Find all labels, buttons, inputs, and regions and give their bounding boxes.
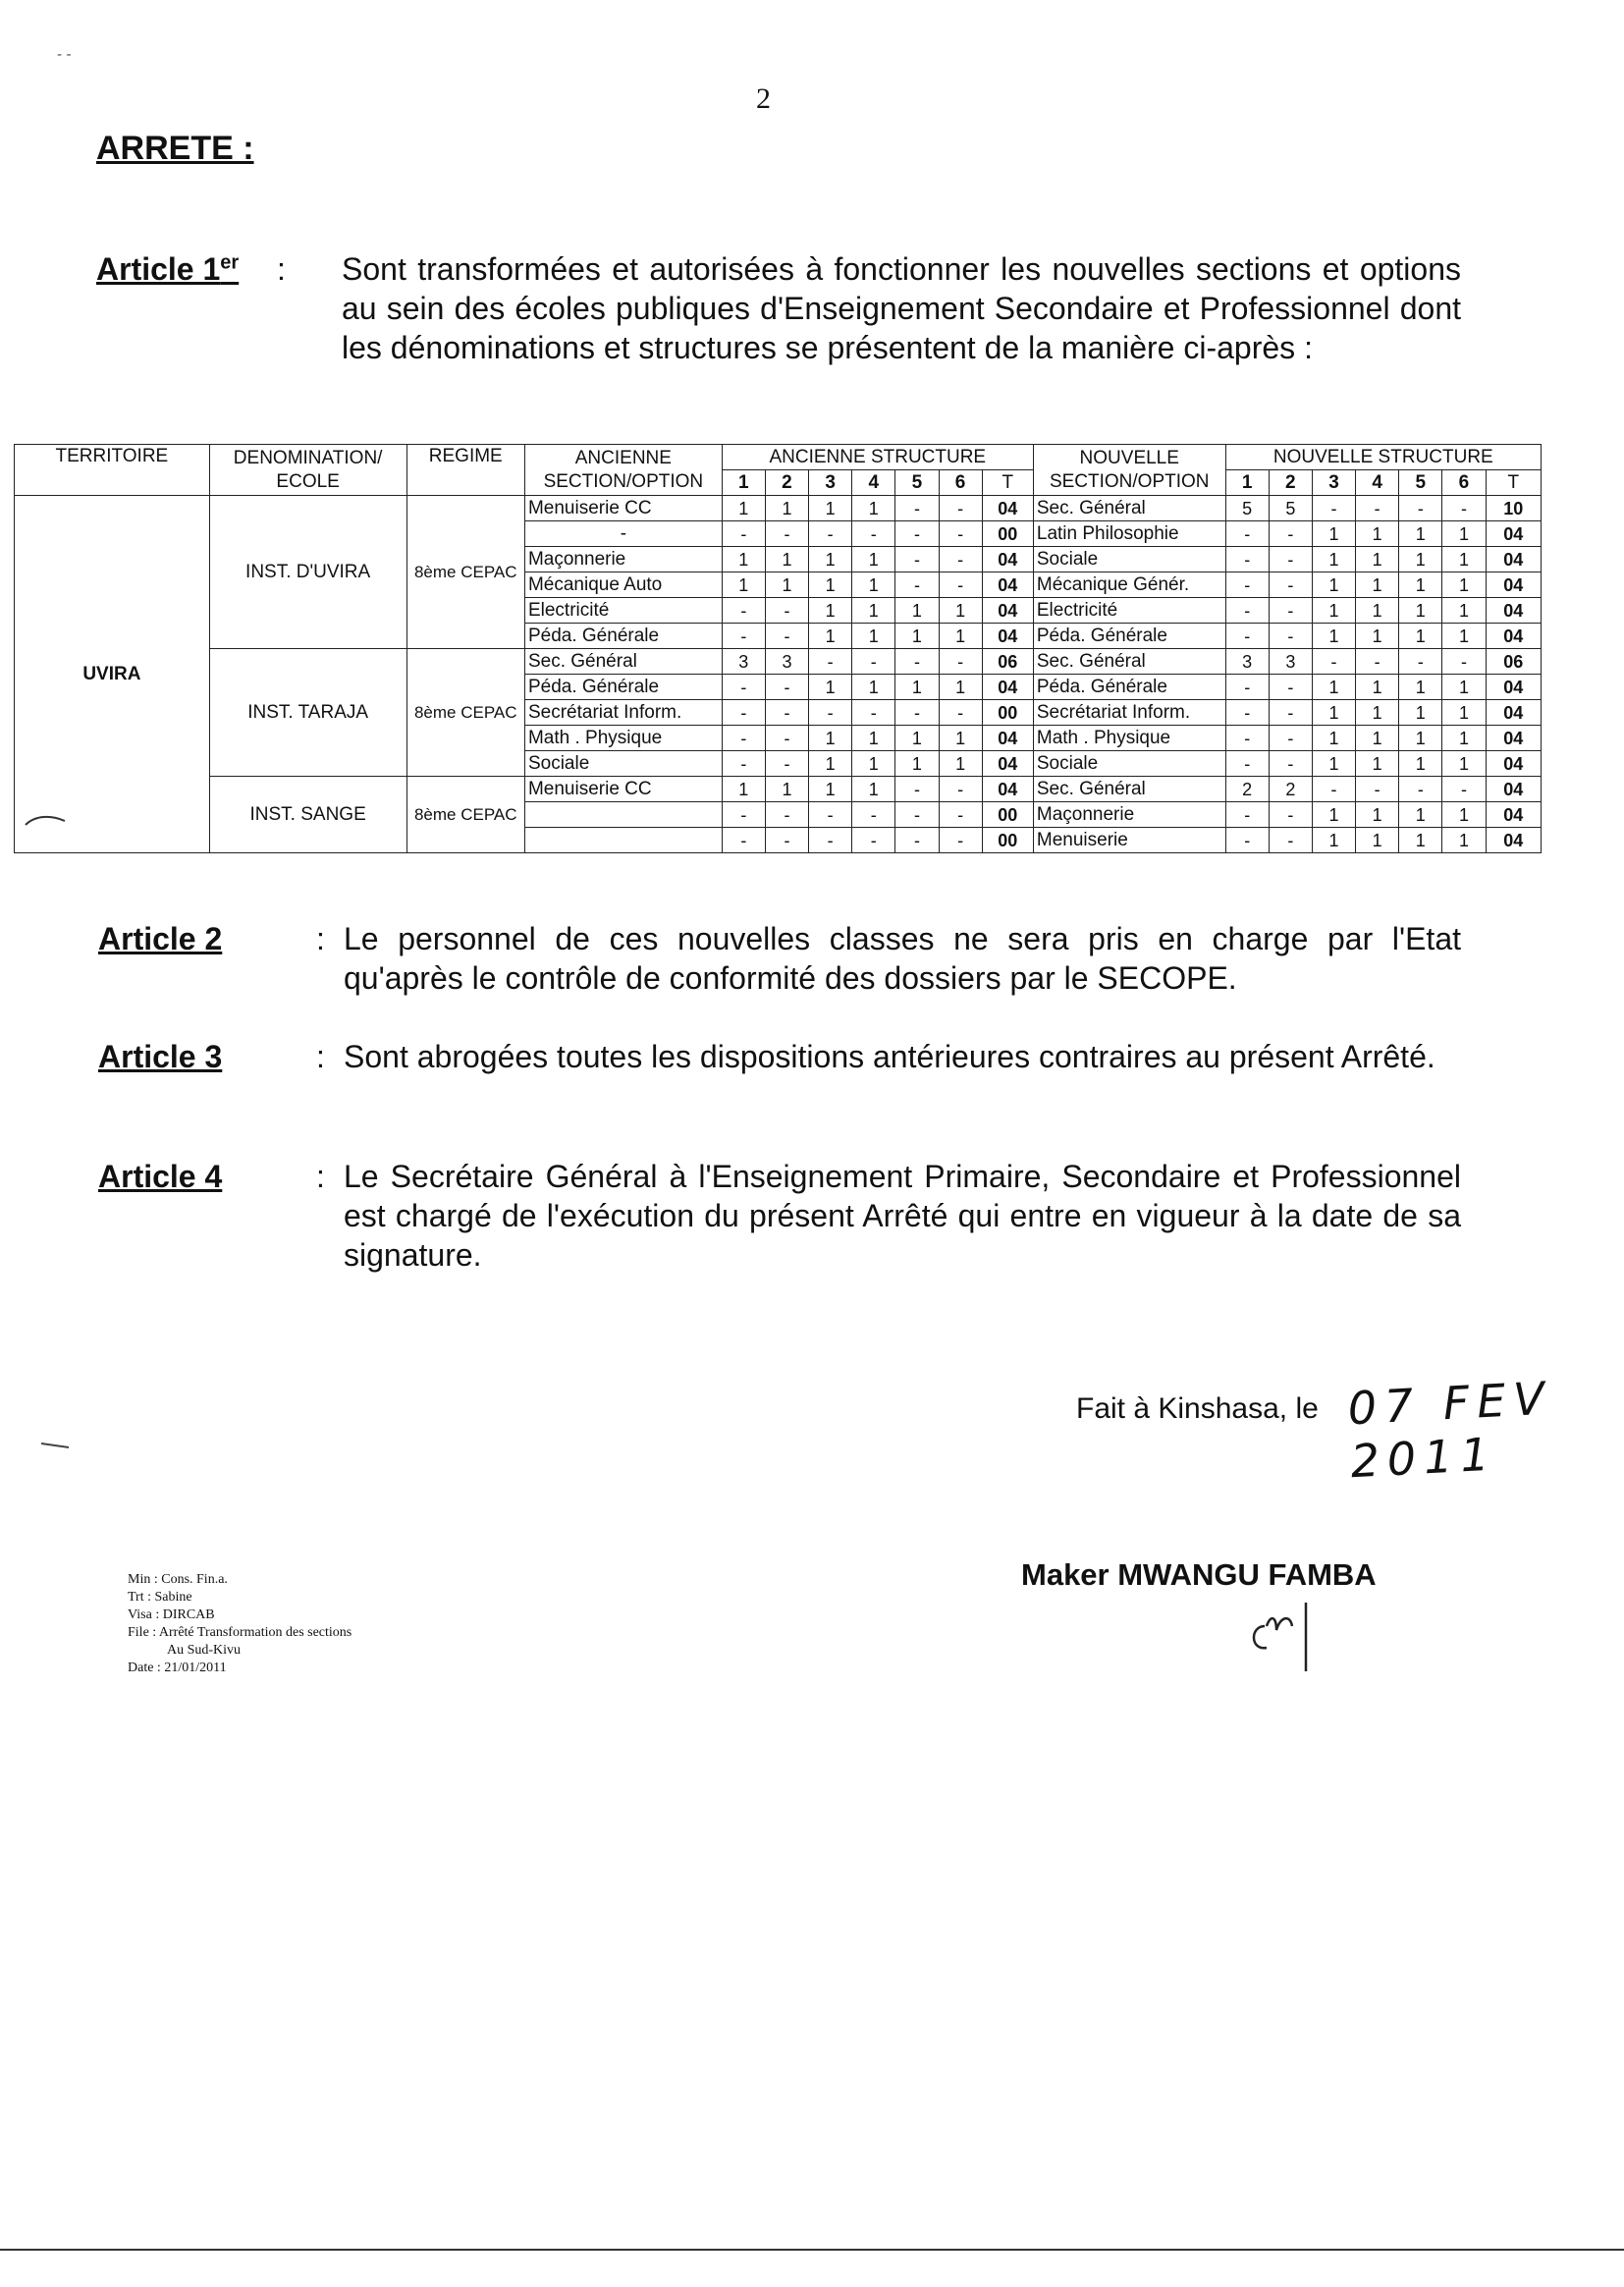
new-total-cell: 04 [1486, 572, 1541, 598]
old-structure-cell: - [765, 802, 808, 828]
old-structure-cell: 1 [809, 496, 852, 521]
school-name-cell: INST. SANGE [209, 777, 406, 853]
article-4-text: Le Secrétaire Général à l'Enseignement Primaire, Secondaire et Professionnel est chargé de l'exécution du présent Arrêté qui entre en vigueur à la date de sa signature. [344, 1159, 1461, 1273]
new-structure-col-header: 4 [1356, 470, 1399, 496]
new-structure-cell: - [1225, 700, 1269, 726]
ref-file: File : Arrêté Transformation des sections [128, 1625, 352, 1640]
old-structure-cell: 1 [852, 624, 895, 649]
old-structure-cell: - [765, 700, 808, 726]
place-date: Fait à Kinshasa, le [1076, 1392, 1319, 1425]
new-structure-cell: 1 [1442, 675, 1486, 700]
old-structure-cell: 1 [852, 547, 895, 572]
new-structure-cell: 1 [1312, 675, 1355, 700]
old-structure-cell: - [722, 598, 765, 624]
new-structure-cell: - [1225, 624, 1269, 649]
new-structure-cell: 1 [1312, 828, 1355, 853]
header-new-section: NOUVELLE SECTION/OPTION [1033, 445, 1225, 496]
new-structure-cell: 1 [1312, 751, 1355, 777]
old-structure-cell: 1 [939, 751, 982, 777]
old-structure-col-header: 4 [852, 470, 895, 496]
new-section-cell: Sociale [1033, 751, 1225, 777]
new-total-cell: 04 [1486, 751, 1541, 777]
old-structure-cell: - [809, 649, 852, 675]
old-structure-cell: - [895, 700, 939, 726]
old-structure-cell: - [939, 777, 982, 802]
decree-heading: ARRETE : [96, 130, 254, 167]
old-structure-cell: 1 [722, 777, 765, 802]
old-total-cell: 04 [982, 624, 1033, 649]
old-total-cell: 04 [982, 496, 1033, 521]
old-structure-cell: - [939, 496, 982, 521]
new-structure-cell: 1 [1442, 521, 1486, 547]
old-structure-cell: - [722, 726, 765, 751]
old-section-cell [524, 802, 722, 828]
new-total-cell: 04 [1486, 624, 1541, 649]
old-structure-cell: - [765, 828, 808, 853]
new-section-cell: Menuiserie [1033, 828, 1225, 853]
new-structure-cell: 1 [1312, 572, 1355, 598]
new-structure-cell: 1 [1312, 521, 1355, 547]
new-structure-cell: - [1269, 675, 1312, 700]
old-structure-cell: 1 [765, 572, 808, 598]
regime-cell: 8ème CEPAC [406, 496, 524, 649]
old-structure-col-header: 6 [939, 470, 982, 496]
old-structure-cell: - [895, 828, 939, 853]
page-number: 2 [756, 82, 771, 115]
ref-date: Date : 21/01/2011 [128, 1661, 227, 1675]
old-structure-cell: 1 [765, 777, 808, 802]
new-section-cell: Maçonnerie [1033, 802, 1225, 828]
old-section-cell: Mécanique Auto [524, 572, 722, 598]
header-old-structure: ANCIENNE STRUCTURE [722, 445, 1033, 470]
new-structure-cell: 1 [1442, 624, 1486, 649]
new-section-cell: Math . Physique [1033, 726, 1225, 751]
old-structure-cell: 1 [895, 675, 939, 700]
table-row [15, 777, 1542, 802]
header-regime: REGIME [406, 445, 524, 496]
new-structure-cell: 1 [1356, 828, 1399, 853]
old-total-cell: 06 [982, 649, 1033, 675]
old-structure-cell: - [895, 572, 939, 598]
new-structure-cell: 1 [1356, 624, 1399, 649]
new-structure-col-header: 6 [1442, 470, 1486, 496]
old-structure-cell: - [895, 777, 939, 802]
old-structure-col-header: 1 [722, 470, 765, 496]
old-structure-cell: 1 [852, 496, 895, 521]
new-structure-cell: - [1269, 802, 1312, 828]
new-structure-cell: - [1312, 496, 1355, 521]
new-total-cell: 04 [1486, 598, 1541, 624]
old-structure-col-header: T [982, 470, 1033, 496]
old-total-cell: 04 [982, 777, 1033, 802]
new-structure-cell: 2 [1269, 777, 1312, 802]
old-structure-cell: 1 [939, 726, 982, 751]
new-structure-col-header: 3 [1312, 470, 1355, 496]
old-section-cell: - [524, 521, 722, 547]
new-structure-cell: - [1399, 777, 1442, 802]
old-structure-cell: 1 [722, 496, 765, 521]
new-structure-cell: - [1225, 828, 1269, 853]
article-3-label: Article 3 [98, 1039, 223, 1074]
new-structure-cell: - [1225, 572, 1269, 598]
old-structure-cell: - [722, 751, 765, 777]
old-structure-cell: 1 [939, 598, 982, 624]
new-structure-cell: 1 [1399, 521, 1442, 547]
old-structure-cell: - [852, 802, 895, 828]
ref-trt: Trt : Sabine [128, 1590, 192, 1605]
article-4-colon: : [316, 1159, 325, 1194]
new-structure-cell: 1 [1442, 751, 1486, 777]
old-structure-cell: 3 [722, 649, 765, 675]
old-structure-cell: 1 [852, 598, 895, 624]
new-structure-cell: 1 [1442, 726, 1486, 751]
old-total-cell: 00 [982, 521, 1033, 547]
old-section-cell [524, 828, 722, 853]
new-structure-cell: 1 [1399, 598, 1442, 624]
new-structure-cell: - [1225, 598, 1269, 624]
new-structure-cell: 3 [1269, 649, 1312, 675]
old-structure-cell: 1 [895, 751, 939, 777]
old-structure-cell: 1 [895, 598, 939, 624]
old-structure-cell: - [939, 547, 982, 572]
new-structure-cell: 1 [1442, 828, 1486, 853]
new-structure-cell: - [1442, 777, 1486, 802]
new-section-cell: Secrétariat Inform. [1033, 700, 1225, 726]
old-structure-cell: - [939, 649, 982, 675]
new-structure-cell: - [1356, 649, 1399, 675]
new-total-cell: 04 [1486, 777, 1541, 802]
new-total-cell: 06 [1486, 649, 1541, 675]
article-1-label [96, 251, 239, 288]
old-structure-cell: 1 [809, 751, 852, 777]
school-name-cell: INST. D'UVIRA [209, 496, 406, 649]
old-structure-cell: - [765, 726, 808, 751]
old-structure-cell: - [809, 521, 852, 547]
new-structure-cell: - [1225, 547, 1269, 572]
new-section-cell: Sec. Général [1033, 777, 1225, 802]
new-structure-cell: - [1225, 802, 1269, 828]
old-total-cell: 04 [982, 675, 1033, 700]
new-structure-cell: 1 [1442, 598, 1486, 624]
old-total-cell: 00 [982, 700, 1033, 726]
old-section-cell: Sociale [524, 751, 722, 777]
new-section-cell: Sec. Général [1033, 496, 1225, 521]
old-structure-cell: 1 [852, 572, 895, 598]
regime-cell: 8ème CEPAC [406, 649, 524, 777]
old-section-cell: Math . Physique [524, 726, 722, 751]
old-structure-cell: 1 [939, 675, 982, 700]
new-section-cell: Péda. Générale [1033, 624, 1225, 649]
old-structure-cell: - [939, 828, 982, 853]
old-structure-col-header: 3 [809, 470, 852, 496]
new-structure-cell: 1 [1399, 700, 1442, 726]
new-structure-cell: - [1225, 675, 1269, 700]
article-2-colon: : [316, 921, 325, 956]
new-structure-cell: 5 [1225, 496, 1269, 521]
new-total-cell: 04 [1486, 675, 1541, 700]
new-structure-cell: 2 [1225, 777, 1269, 802]
old-structure-cell: - [722, 802, 765, 828]
new-structure-cell: 1 [1356, 726, 1399, 751]
new-structure-cell: 1 [1356, 675, 1399, 700]
new-structure-cell: 1 [1356, 751, 1399, 777]
old-structure-cell: - [809, 700, 852, 726]
old-total-cell: 00 [982, 828, 1033, 853]
old-structure-cell: 1 [809, 675, 852, 700]
old-structure-cell: 1 [809, 598, 852, 624]
new-structure-cell: - [1312, 649, 1355, 675]
new-structure-cell: 1 [1442, 572, 1486, 598]
old-structure-cell: - [939, 521, 982, 547]
new-structure-cell: 1 [1312, 726, 1355, 751]
new-structure-cell: 1 [1356, 802, 1399, 828]
new-structure-cell: - [1442, 649, 1486, 675]
new-structure-cell: - [1356, 496, 1399, 521]
old-structure-col-header: 2 [765, 470, 808, 496]
new-structure-cell: - [1269, 751, 1312, 777]
article-2-label: Article 2 [98, 921, 223, 956]
new-structure-cell: 1 [1356, 547, 1399, 572]
new-structure-cell: - [1442, 496, 1486, 521]
new-structure-cell: 1 [1399, 751, 1442, 777]
new-structure-cell: - [1312, 777, 1355, 802]
old-total-cell: 00 [982, 802, 1033, 828]
new-structure-cell: 1 [1312, 547, 1355, 572]
ref-min: Min : Cons. Fin.a. [128, 1572, 228, 1587]
article-3-text: Sont abrogées toutes les dispositions antérieures contraires au présent Arrêté. [344, 1039, 1435, 1074]
new-total-cell: 04 [1486, 700, 1541, 726]
new-structure-cell: 1 [1312, 802, 1355, 828]
old-section-cell: Menuiserie CC [524, 496, 722, 521]
ref-file-cont: Au Sud-Kivu [167, 1643, 242, 1658]
new-structure-cell: 1 [1399, 624, 1442, 649]
new-structure-cell: 1 [1399, 572, 1442, 598]
new-structure-cell: - [1269, 700, 1312, 726]
old-total-cell: 04 [982, 572, 1033, 598]
old-structure-cell: - [939, 802, 982, 828]
old-structure-cell: - [852, 700, 895, 726]
old-structure-cell: 1 [809, 777, 852, 802]
new-structure-cell: 1 [1442, 700, 1486, 726]
old-total-cell: 04 [982, 547, 1033, 572]
old-structure-cell: 1 [809, 624, 852, 649]
old-structure-cell: - [939, 700, 982, 726]
old-structure-cell: 3 [765, 649, 808, 675]
old-structure-col-header: 5 [895, 470, 939, 496]
handwritten-signature-icon [1245, 1597, 1333, 1675]
new-total-cell: 04 [1486, 828, 1541, 853]
header-old-section: ANCIENNE SECTION/OPTION [524, 445, 722, 496]
old-section-cell: Electricité [524, 598, 722, 624]
article-4-label: Article 4 [98, 1159, 223, 1194]
new-total-cell: 04 [1486, 547, 1541, 572]
new-structure-cell: 1 [1399, 828, 1442, 853]
article-1-colon: : [277, 251, 286, 287]
territoire-cell: UVIRA [15, 496, 210, 853]
margin-tick-icon [39, 1436, 79, 1455]
footer-rule [0, 2249, 1624, 2251]
new-total-cell: 04 [1486, 802, 1541, 828]
new-structure-cell: - [1269, 598, 1312, 624]
table-row [15, 496, 1542, 521]
new-structure-cell: 1 [1442, 547, 1486, 572]
old-structure-cell: 1 [895, 726, 939, 751]
old-structure-cell: 1 [722, 572, 765, 598]
old-structure-cell: 1 [765, 496, 808, 521]
article-1-text: Sont transformées et autorisées à fonctionner les nouvelles sections et options au sein des écoles publiques d'Enseignement Secondaire et Professionnel dont les dénominations et structures se présentent de la manière ci-après : [342, 251, 1461, 365]
old-structure-cell: - [852, 521, 895, 547]
new-structure-col-header: T [1486, 470, 1541, 496]
old-structure-cell: - [895, 496, 939, 521]
reference-block [128, 1571, 352, 1677]
school-name-cell: INST. TARAJA [209, 649, 406, 777]
old-section-cell: Péda. Générale [524, 675, 722, 700]
new-structure-cell: - [1356, 777, 1399, 802]
new-structure-cell: 1 [1356, 572, 1399, 598]
old-structure-cell: - [809, 828, 852, 853]
new-structure-col-header: 5 [1399, 470, 1442, 496]
old-structure-cell: 1 [809, 572, 852, 598]
new-structure-cell: 1 [1312, 598, 1355, 624]
old-structure-cell: 1 [722, 547, 765, 572]
old-structure-cell: - [722, 675, 765, 700]
new-section-cell: Mécanique Génér. [1033, 572, 1225, 598]
old-structure-cell: - [765, 624, 808, 649]
new-structure-cell: 1 [1399, 675, 1442, 700]
old-structure-cell: 1 [809, 547, 852, 572]
old-structure-cell: - [765, 675, 808, 700]
new-structure-cell: 1 [1399, 726, 1442, 751]
old-structure-cell: 1 [852, 726, 895, 751]
article-1-label-text: Article 1 [96, 251, 221, 287]
old-structure-cell: - [722, 624, 765, 649]
old-structure-cell: 1 [852, 751, 895, 777]
corner-mark: - - [57, 47, 72, 63]
new-structure-cell: 1 [1399, 547, 1442, 572]
old-structure-cell: - [765, 521, 808, 547]
new-structure-cell: 5 [1269, 496, 1312, 521]
old-section-cell: Secrétariat Inform. [524, 700, 722, 726]
new-total-cell: 04 [1486, 521, 1541, 547]
old-section-cell: Péda. Générale [524, 624, 722, 649]
old-structure-cell: - [895, 521, 939, 547]
new-structure-cell: - [1269, 547, 1312, 572]
new-structure-cell: - [1225, 521, 1269, 547]
new-total-cell: 04 [1486, 726, 1541, 751]
old-structure-cell: 1 [852, 777, 895, 802]
header-new-structure: NOUVELLE STRUCTURE [1225, 445, 1541, 470]
old-structure-cell: - [722, 828, 765, 853]
margin-tick-icon [22, 811, 71, 831]
new-structure-cell: - [1269, 726, 1312, 751]
ref-visa: Visa : DIRCAB [128, 1607, 215, 1622]
old-total-cell: 04 [982, 598, 1033, 624]
old-structure-cell: 1 [765, 547, 808, 572]
old-structure-cell: - [895, 802, 939, 828]
signatory-name: Maker MWANGU FAMBA [1021, 1557, 1377, 1592]
new-structure-cell: 1 [1356, 521, 1399, 547]
article-2-text: Le personnel de ces nouvelles classes ne sera pris en charge par l'Etat qu'après le contrôle de conformité des dossiers par le SECOPE. [344, 921, 1461, 996]
old-section-cell: Maçonnerie [524, 547, 722, 572]
table-row [15, 649, 1542, 675]
article-3-colon: : [316, 1039, 325, 1074]
new-structure-cell: 1 [1312, 700, 1355, 726]
new-structure-cell: 1 [1442, 802, 1486, 828]
new-structure-cell: 1 [1356, 598, 1399, 624]
old-structure-cell: - [765, 751, 808, 777]
new-structure-cell: - [1399, 649, 1442, 675]
new-section-cell: Péda. Générale [1033, 675, 1225, 700]
old-structure-cell: 1 [895, 624, 939, 649]
old-structure-cell: - [809, 802, 852, 828]
regime-cell: 8ème CEPAC [406, 777, 524, 853]
old-section-cell: Menuiserie CC [524, 777, 722, 802]
new-structure-cell: - [1225, 726, 1269, 751]
old-total-cell: 04 [982, 751, 1033, 777]
new-total-cell: 10 [1486, 496, 1541, 521]
old-structure-cell: 1 [809, 726, 852, 751]
new-structure-cell: - [1225, 751, 1269, 777]
new-structure-cell: 1 [1399, 802, 1442, 828]
old-structure-cell: - [722, 700, 765, 726]
old-structure-cell: - [852, 649, 895, 675]
new-structure-cell: 3 [1225, 649, 1269, 675]
new-section-cell: Latin Philosophie [1033, 521, 1225, 547]
new-structure-col-header: 1 [1225, 470, 1269, 496]
old-structure-cell: - [852, 828, 895, 853]
old-structure-cell: - [722, 521, 765, 547]
new-structure-col-header: 2 [1269, 470, 1312, 496]
old-structure-cell: - [939, 572, 982, 598]
new-section-cell: Sec. Général [1033, 649, 1225, 675]
old-structure-cell: 1 [852, 675, 895, 700]
header-denomination: DENOMINATION/ ECOLE [209, 445, 406, 496]
new-structure-cell: 1 [1356, 700, 1399, 726]
new-structure-cell: - [1269, 828, 1312, 853]
new-structure-cell: - [1269, 572, 1312, 598]
old-structure-cell: - [895, 547, 939, 572]
new-structure-cell: - [1269, 521, 1312, 547]
old-total-cell: 04 [982, 726, 1033, 751]
new-structure-cell: - [1269, 624, 1312, 649]
old-structure-cell: - [895, 649, 939, 675]
old-structure-cell: 1 [939, 624, 982, 649]
structure-table [14, 444, 1542, 853]
date-stamp: 07 FEV 2011 [1346, 1371, 1554, 1489]
new-structure-cell: - [1399, 496, 1442, 521]
article-1-superscript: er [220, 251, 240, 274]
old-section-cell: Sec. Général [524, 649, 722, 675]
new-structure-cell: 1 [1312, 624, 1355, 649]
old-structure-cell: - [765, 598, 808, 624]
header-territoire: TERRITOIRE [15, 445, 210, 496]
new-section-cell: Sociale [1033, 547, 1225, 572]
new-section-cell: Electricité [1033, 598, 1225, 624]
